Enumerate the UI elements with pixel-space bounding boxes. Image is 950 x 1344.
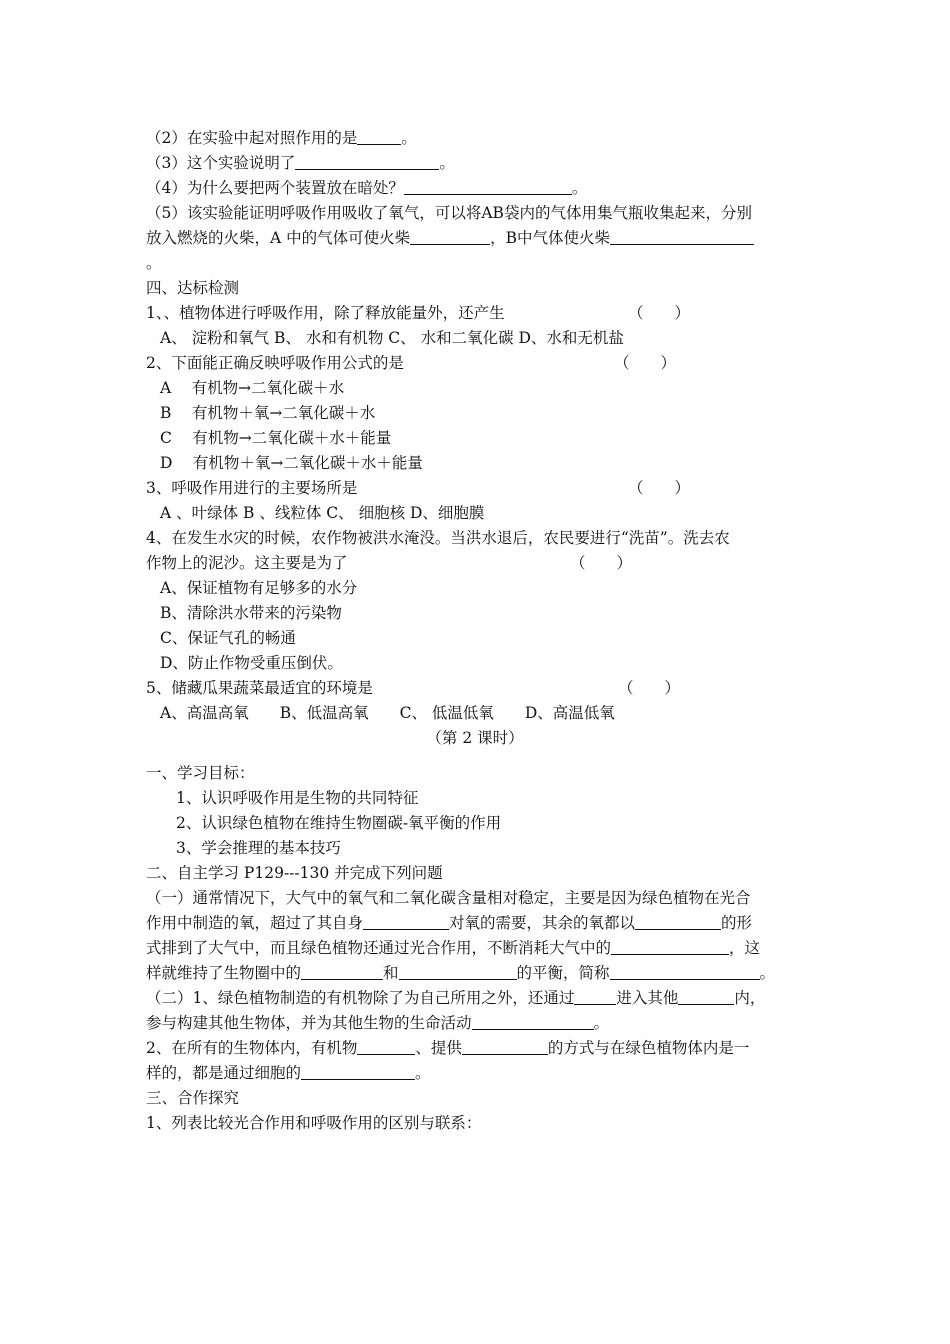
answer-paren: （ ） [628,479,691,497]
option: C 有机物→二氧化碳＋水＋能量 [160,429,392,447]
blank [610,964,760,980]
question-3: 3、呼吸作用进行的主要场所是 [146,479,358,497]
blank [399,964,517,980]
paragraph-line: 式排到了大气中，而且绿色植物还通过光合作用，不断消耗大气中的 ，这 [146,939,761,957]
blank [678,989,734,1005]
option: D 有机物＋氧→二氧化碳＋水＋能量 [160,454,423,472]
blank [574,989,616,1005]
answer-paren: （ ） [614,354,677,372]
question-3-options: A 、叶绿体 B 、线粒体 C、 细胞核 D、细胞膜 [160,504,485,522]
q2-line: （2）在实验中起对照作用的是 。 [146,129,417,147]
option: C、保证气孔的畅通 [160,629,296,647]
blank [404,179,572,195]
paragraph-line: 1、列表比较光合作用和呼吸作用的区别与联系： [146,1114,482,1132]
period-line: 。 [146,254,162,272]
q5-line: （5）该实验能证明呼吸作用吸收了氧气，可以将AB袋内的气体用集气瓶收集起来，分别 [146,204,752,222]
option: A、保证植物有足够多的水分 [160,579,358,597]
question-4-cont: 作物上的泥沙。这主要是为了 [146,554,348,572]
paragraph-line: 作用中制造的氧，超过了其自身 对氧的需要，其余的氧都以 的形 [146,914,753,932]
question-5-options: A、高温高氧 B、低温高氧 C、 低温低氧 D、高温低氧 [160,704,615,722]
option: A 有机物→二氧化碳＋水 [160,379,345,397]
blank [611,939,729,955]
question-2: 2、下面能正确反映呼吸作用公式的是 [146,354,404,372]
blank [295,154,439,170]
q4-line: （4）为什么要把两个装置放在暗处？ 。 [146,179,588,197]
goal-item: 2、认识绿色植物在维持生物圈碳-氧平衡的作用 [176,814,502,832]
question-5: 5、储藏瓜果蔬菜最适宜的环境是 [146,679,373,697]
blank [357,129,401,145]
blank [472,1014,594,1030]
section-heading: 三、合作探究 [146,1089,240,1107]
option: B 有机物＋氧→二氧化碳＋水 [160,404,376,422]
blank [357,1039,415,1055]
paragraph-line: 2、在所有的生物体内，有机物 、提供 的方式与在绿色植物体内是一 [146,1039,750,1057]
lesson-title: （第 2 课时） [426,729,524,747]
answer-paren: （ ） [618,679,681,697]
q5-line-cont: 放入燃烧的火柴，A 中的气体可使火柴 ，B中气体使火柴 [146,228,754,248]
blank [301,1064,415,1080]
blank [410,229,490,245]
option: B、清除洪水带来的污染物 [160,604,342,622]
q3-line: （3）这个实验说明了 。 [146,154,455,172]
paragraph-line: （二）1、绿色植物制造的有机物除了为自己所用之外，还通过 进入其他 内， [146,989,766,1007]
question-1-options: A、 淀粉和氧气 B、 水和有机物 C、 水和二氧化碳 D、水和无机盐 [160,329,624,347]
paragraph-line: 样的，都是通过细胞的 。 [146,1064,431,1082]
blank [635,914,721,930]
goal-item: 1、认识呼吸作用是生物的共同特征 [176,789,419,807]
blank [301,964,383,980]
answer-paren: （ ） [628,304,691,322]
question-1: 1、、植物体进行呼吸作用，除了释放能量外，还产生 [146,304,505,322]
goal-item: 3、学会推理的基本技巧 [176,839,341,857]
paragraph-line: 样就维持了生物圈中的 和 的平衡，简称 。 [146,964,776,982]
question-4: 4、在发生水灾的时候，农作物被洪水淹没。当洪水退后，农民要进行“洗苗”。洗去农 [146,529,730,547]
section-heading: 一、学习目标： [146,764,255,782]
option: D、防止作物受重压倒伏。 [160,654,343,672]
paragraph-line: （一）通常情况下，大气中的氧气和二氧化碳含量相对稳定，主要是因为绿色植物在光合 [146,889,751,907]
paragraph-line: 参与构建其他生物体，并为其他生物的生命活动 。 [146,1014,610,1032]
answer-paren: （ ） [570,554,633,572]
section-heading: 二、自主学习 P129---130 并完成下列问题 [146,864,443,882]
section-heading: 四、达标检测 [146,279,240,297]
blank [610,229,754,245]
blank [462,1039,548,1055]
blank [363,914,449,930]
